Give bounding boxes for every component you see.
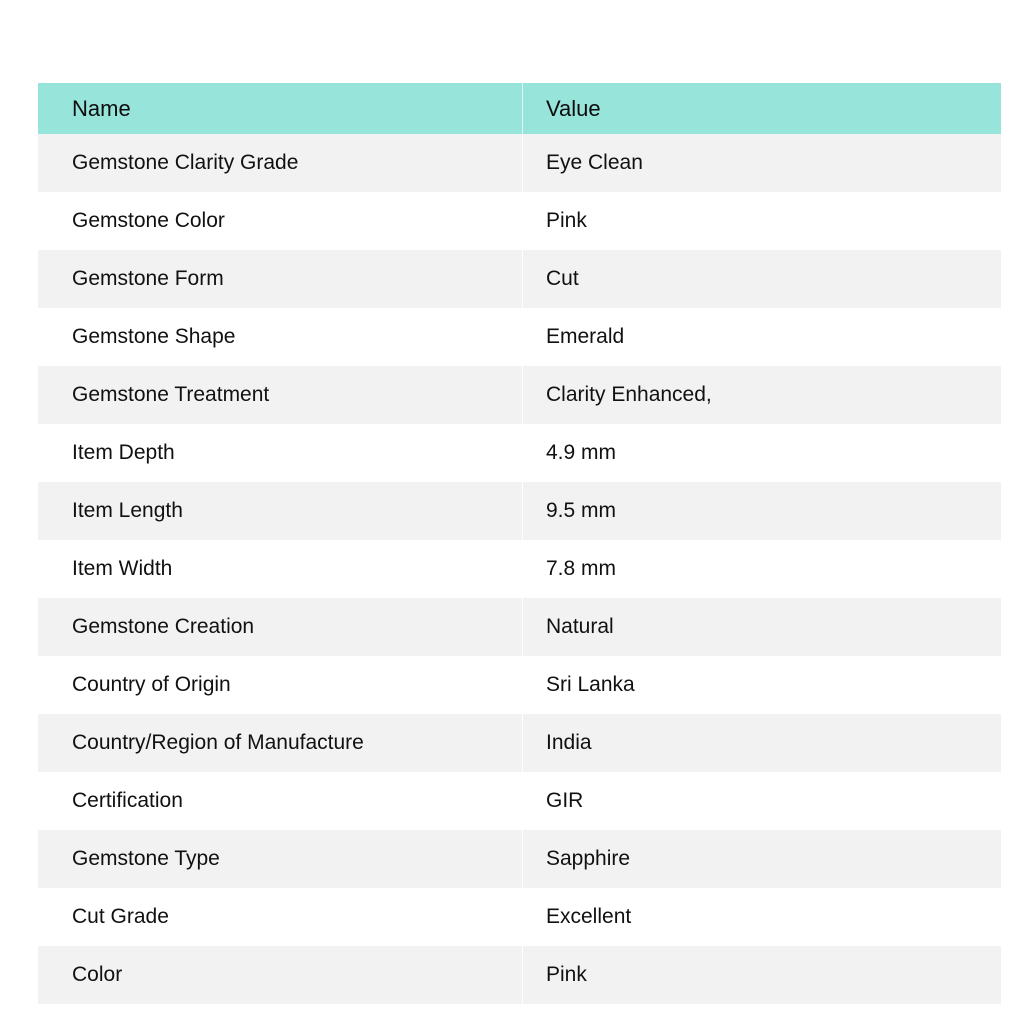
table-row: [38, 250, 1001, 308]
row-value-cell: Pink: [546, 963, 587, 986]
row-name-cell: Item Length: [38, 482, 523, 540]
row-name-cell: Gemstone Type: [38, 830, 523, 888]
row-name-cell: Certification: [38, 772, 523, 830]
row-name-cell: Country/Region of Manufacture: [38, 714, 523, 772]
row-value-cell: Sri Lanka: [546, 673, 635, 696]
row-name-cell: Item Width: [38, 540, 523, 598]
table-row: [38, 366, 1001, 424]
table-row: [38, 656, 1001, 714]
row-value-cell: Clarity Enhanced,: [546, 383, 712, 406]
table-row: [38, 308, 1001, 366]
row-value-cell: Natural: [546, 615, 614, 638]
table-row: [38, 888, 1001, 946]
table-row: [38, 424, 1001, 482]
table-body: [38, 134, 1001, 1004]
row-value-cell: Sapphire: [546, 847, 631, 870]
row-name-cell: Gemstone Creation: [38, 598, 523, 656]
table-header: [38, 83, 1001, 134]
row-value-cell: Excellent: [546, 905, 632, 928]
row-value-cell: 4.9 mm: [546, 441, 617, 464]
column-header-name: Name: [38, 83, 523, 134]
table-row: [38, 830, 1001, 888]
row-value-cell: 9.5 mm: [546, 499, 617, 522]
table-row: [38, 482, 1001, 540]
table-row: [38, 598, 1001, 656]
row-name-cell: Gemstone Shape: [38, 308, 523, 366]
row-value-cell: Eye Clean: [546, 151, 643, 174]
row-value-cell: India: [546, 731, 592, 754]
row-value-cell: Cut: [546, 267, 579, 290]
row-name-cell: Color: [38, 946, 523, 1004]
row-value-cell: 7.8 mm: [546, 557, 617, 580]
specifications-table: [38, 83, 1001, 1004]
row-value-cell: Emerald: [546, 325, 625, 348]
table-row: [38, 714, 1001, 772]
row-name-cell: Gemstone Color: [38, 192, 523, 250]
table-row: [38, 192, 1001, 250]
row-name-cell: Gemstone Treatment: [38, 366, 523, 424]
table-row: [38, 772, 1001, 830]
table-row: [38, 540, 1001, 598]
row-name-cell: Cut Grade: [38, 888, 523, 946]
column-header-value: Value: [546, 95, 601, 121]
table-row: [38, 134, 1001, 192]
row-name-cell: Item Depth: [38, 424, 523, 482]
row-name-cell: Gemstone Form: [38, 250, 523, 308]
row-name-cell: Gemstone Clarity Grade: [38, 134, 523, 192]
table-row: [38, 946, 1001, 1004]
row-name-cell: Country of Origin: [38, 656, 523, 714]
row-value-cell: Pink: [546, 209, 587, 232]
row-value-cell: GIR: [546, 789, 584, 812]
